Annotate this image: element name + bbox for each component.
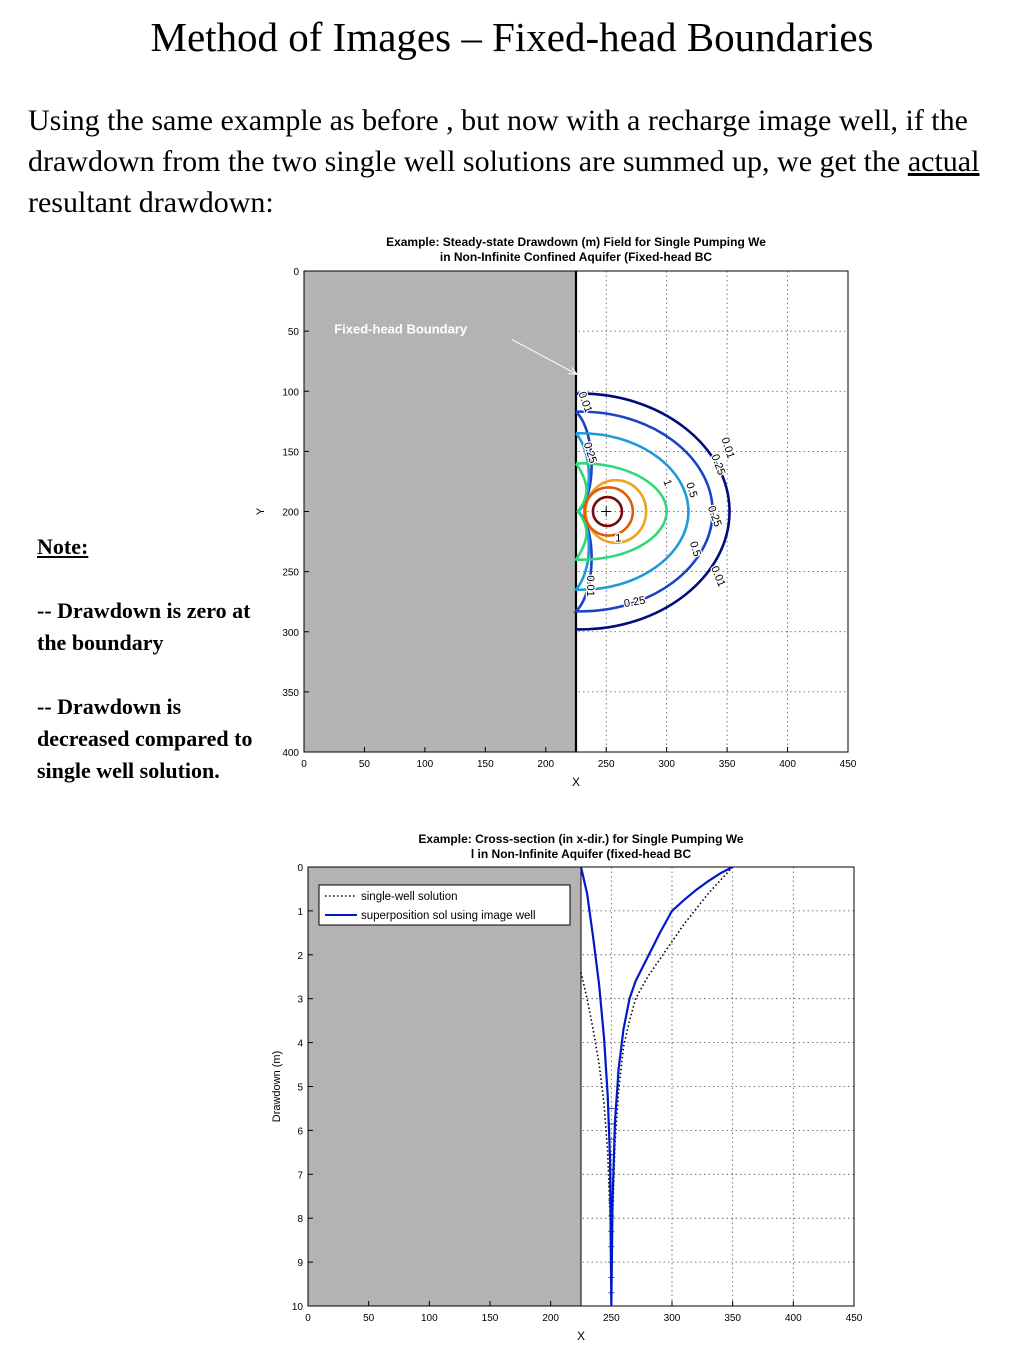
y-tick-label: 0	[297, 863, 303, 874]
x-tick-label: 300	[658, 759, 676, 770]
y-tick-label: 6	[297, 1126, 303, 1138]
x-tick-label: 200	[537, 759, 555, 770]
contour-label: 0.01	[718, 436, 737, 461]
x-tick-label: 200	[542, 1313, 560, 1324]
y-tick-label: 250	[282, 567, 299, 579]
contour-label: 0.25	[704, 504, 724, 529]
contour-label: 0.25	[708, 452, 728, 477]
intro-underlined-word: actual	[907, 145, 980, 178]
contour-label: 0.5	[686, 539, 703, 559]
legend-label: single-well solution	[361, 891, 458, 903]
y-tick-label: 350	[282, 687, 299, 699]
x-tick-label: 450	[839, 759, 857, 770]
x-axis-label: X	[571, 775, 581, 789]
y-tick-label: 2	[297, 950, 303, 962]
y-axis-label: Drawdown (m)	[271, 1050, 283, 1123]
y-tick-label: 0	[293, 267, 299, 278]
x-tick-label: 400	[784, 1313, 802, 1324]
y-tick-label: 3	[297, 994, 303, 1006]
intro-text-end: resultant drawdown:	[28, 186, 274, 219]
cross-section-chart	[260, 826, 880, 1346]
y-tick-label: 10	[291, 1302, 303, 1313]
x-tick-label: 0	[305, 1313, 311, 1324]
x-tick-label: 400	[779, 759, 796, 770]
chart-subtitle: l in Non-Infinite Aquifer (fixed-head BC	[470, 847, 692, 861]
chart-title: Example: Steady-state Drawdown (m) Field for Single Pumping We	[386, 235, 766, 249]
x-tick-label: 150	[476, 759, 494, 770]
y-tick-label: 400	[282, 748, 299, 759]
contour-label: 0.5	[683, 481, 700, 500]
note-item-boundary: -- Drawdown is zero at the boundary	[37, 598, 251, 655]
intro-text-start: Using the same example as before , but now with a recharge image well, if the drawdown from the two single well solutions are summed up, we get the	[28, 104, 968, 178]
x-tick-label: 100	[416, 759, 434, 770]
inactive-region	[304, 271, 576, 752]
boundary-annotation: Fixed-head Boundary	[334, 321, 468, 337]
slide-title: Method of Images – Fixed-head Boundaries	[150, 14, 874, 60]
contour-label: 0.25	[580, 440, 599, 465]
y-tick-label: 5	[297, 1082, 303, 1094]
x-tick-label: 50	[363, 1313, 375, 1324]
y-tick-label: 9	[297, 1258, 303, 1270]
note-box	[37, 531, 267, 819]
intro-paragraph	[28, 100, 1008, 223]
note-item-decrease: -- Drawdown is decreased compared to single well solution.	[37, 694, 253, 783]
y-tick-label: 100	[282, 387, 299, 399]
y-tick-label: 300	[282, 627, 299, 639]
contour-label: 0.01	[583, 575, 596, 597]
contour-label: 1	[615, 532, 622, 545]
x-tick-label: 150	[481, 1313, 499, 1324]
note-heading: Note:	[37, 534, 89, 559]
contour-label: 0.01	[575, 390, 595, 415]
contour-chart	[250, 228, 870, 793]
x-axis-label: X	[576, 1329, 586, 1343]
y-tick-label: 150	[282, 447, 299, 459]
y-tick-label: 50	[287, 327, 299, 339]
x-tick-label: 350	[718, 759, 736, 770]
x-tick-label: 0	[301, 759, 307, 770]
y-tick-label: 7	[297, 1170, 303, 1182]
y-tick-label: 200	[282, 507, 299, 519]
chart-subtitle: in Non-Infinite Confined Aquifer (Fixed-head BC	[439, 250, 713, 264]
y-tick-label: 1	[297, 906, 303, 918]
contour-label: 1	[660, 477, 674, 488]
y-tick-label: 8	[297, 1214, 303, 1226]
x-tick-label: 50	[358, 759, 371, 770]
chart-title: Example: Cross-section (in x-dir.) for Single Pumping We	[418, 832, 744, 846]
legend-label: superposition sol using image well	[361, 910, 536, 922]
x-tick-label: 450	[845, 1313, 863, 1324]
x-tick-label: 250	[597, 759, 615, 770]
contour-label: 0.01	[708, 564, 728, 589]
y-axis-label: Y	[255, 507, 267, 516]
x-tick-label: 300	[663, 1313, 681, 1324]
x-tick-label: 350	[724, 1313, 742, 1324]
x-tick-label: 250	[602, 1313, 620, 1324]
y-tick-label: 4	[297, 1038, 303, 1050]
x-tick-label: 100	[420, 1313, 438, 1324]
inactive-region	[308, 867, 581, 1306]
contour-label: 0.25	[623, 594, 647, 611]
